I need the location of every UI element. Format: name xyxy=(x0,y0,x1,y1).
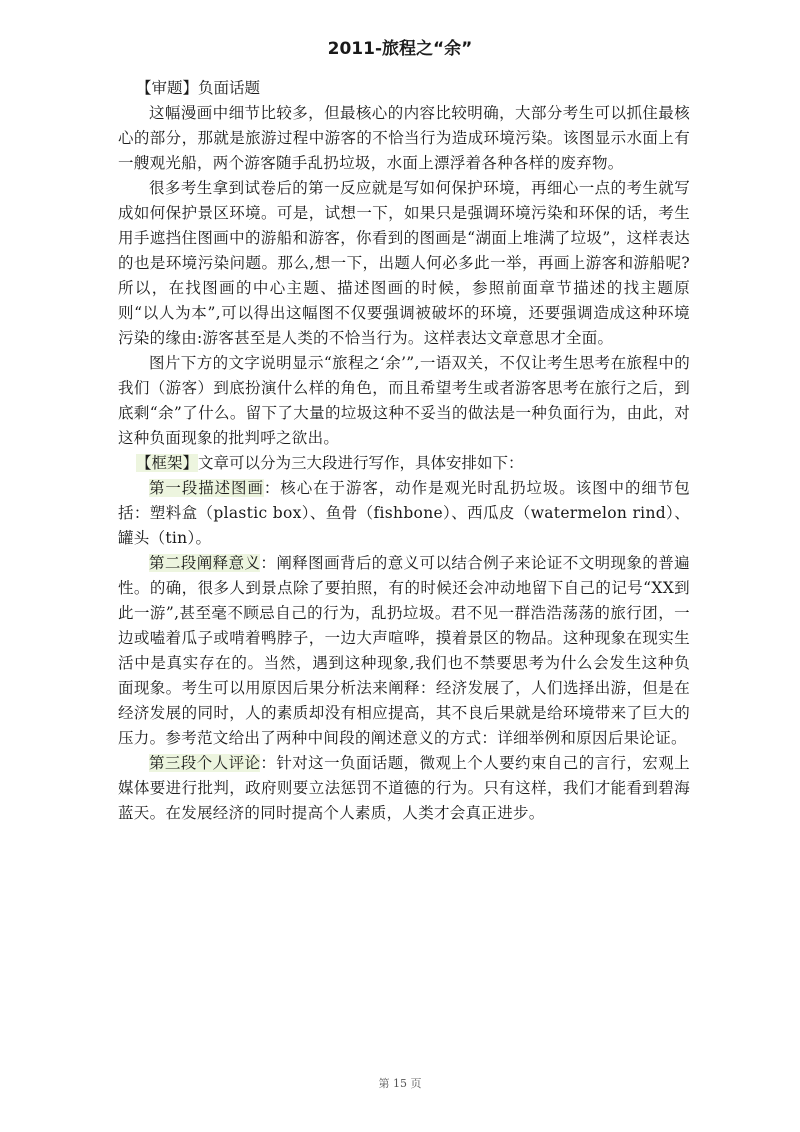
frame-section xyxy=(118,451,690,476)
frame-paragraph-1 xyxy=(118,476,690,551)
frame-paragraph-2-body: ：阐释图画背后的意义可以结合例子来论证不文明现象的普遍性。的确，很多人到景点除了要拍照，有的时候还会冲动地留下自己的记号“XX到此一游”,甚至毫不顾忌自己的行为，乱扔垃圾。君不见一群浩浩荡荡的旅行团，一边或嗑着瓜子或啃着鸭脖子，一边大声喧哗，摸着景区的物品。这种现象在现实生活中是真实存在的。当然，遇到这种现象,我们也不禁要思考为什么会发生这种负面现象。考生可以用原因后果分析法来阐释：经济发展了，人们选择出游，但是在经济发展的同时，人的素质却没有相应提高，其不良后果就是给环境带来了巨大的压力。参考范文给出了两种中间段的阐述意义的方式：详细举例和原因后果论证。 xyxy=(118,554,690,747)
paragraph-3: 图片下方的文字说明显示“旅程之‘余’”,一语双关，不仅让考生思考在旅程中的我们（游客）到底扮演什么样的角色，而且希望考生或者游客思考在旅行之后，到底剩“余”了什么。留下了大量的垃圾这种不妥当的做法是一种负面行为，由此，对这种负面现象的批判呼之欲出。 xyxy=(118,354,690,447)
frame-heading: 【框架】 xyxy=(136,454,199,472)
page-number: 第 15 页 xyxy=(378,1077,422,1090)
document-body xyxy=(118,76,690,826)
frame-paragraph-2 xyxy=(118,551,690,751)
topic-text: 负面话题 xyxy=(198,79,261,97)
frame-paragraph-1-body: ：核心在于游客，动作是观光时乱扔垃圾。该图中的细节包括：塑料盒（plastic box）、鱼骨（fishbone）、西瓜皮（watermelon rind）、罐头（tin）。 xyxy=(118,479,690,547)
frame-paragraph-3 xyxy=(118,751,690,826)
frame-paragraph-3-body: ：针对这一负面话题，微观上个人要约束自己的言行，宏观上媒体要进行批判，政府则要立法惩罚不道德的行为。只有这样，我们才能看到碧海蓝天。在发展经济的同时提高个人素质，人类才会真正进步。 xyxy=(118,754,690,822)
paragraph-1: 这幅漫画中细节比较多，但最核心的内容比较明确，大部分考生可以抓住最核心的部分，那就是旅游过程中游客的不恰当行为造成环境污染。该图显示水面上有一艘观光船，两个游客随手乱扔垃圾，水面上漂浮着各种各样的废弃物。 xyxy=(118,104,690,172)
paragraph-2: 很多考生拿到试卷后的第一反应就是写如何保护环境，再细心一点的考生就写成如何保护景区环境。可是，试想一下，如果只是强调环境污染和环保的话，考生用手遮挡住图画中的游船和游客，你看到的图画是“湖面上堆满了垃圾”，这样表达的也是环境污染问题。那么,想一下，出题人何必多此一举，再画上游客和游船呢?所以，在找图画的中心主题、描述图画的时候，参照前面章节描述的找主题原则“以人为本”,可以得出这幅图不仅要强调被破坏的环境，还要强调造成这种环境污染的缘由:游客甚至是人类的不恰当行为。这样表达文章意思才全面。 xyxy=(118,179,690,347)
frame-paragraph-3-lead: 第三段个人评论 xyxy=(149,754,261,772)
topic-section xyxy=(118,76,690,101)
document-title: 2011-旅程之“余” xyxy=(327,39,473,59)
frame-paragraph-1-lead: 第一段描述图画 xyxy=(149,479,264,497)
topic-heading: 【审题】 xyxy=(136,79,199,97)
frame-paragraph-2-lead: 第二段阐释意义 xyxy=(149,554,261,572)
frame-text: 文章可以分为三大段进行写作，具体安排如下： xyxy=(198,454,524,472)
